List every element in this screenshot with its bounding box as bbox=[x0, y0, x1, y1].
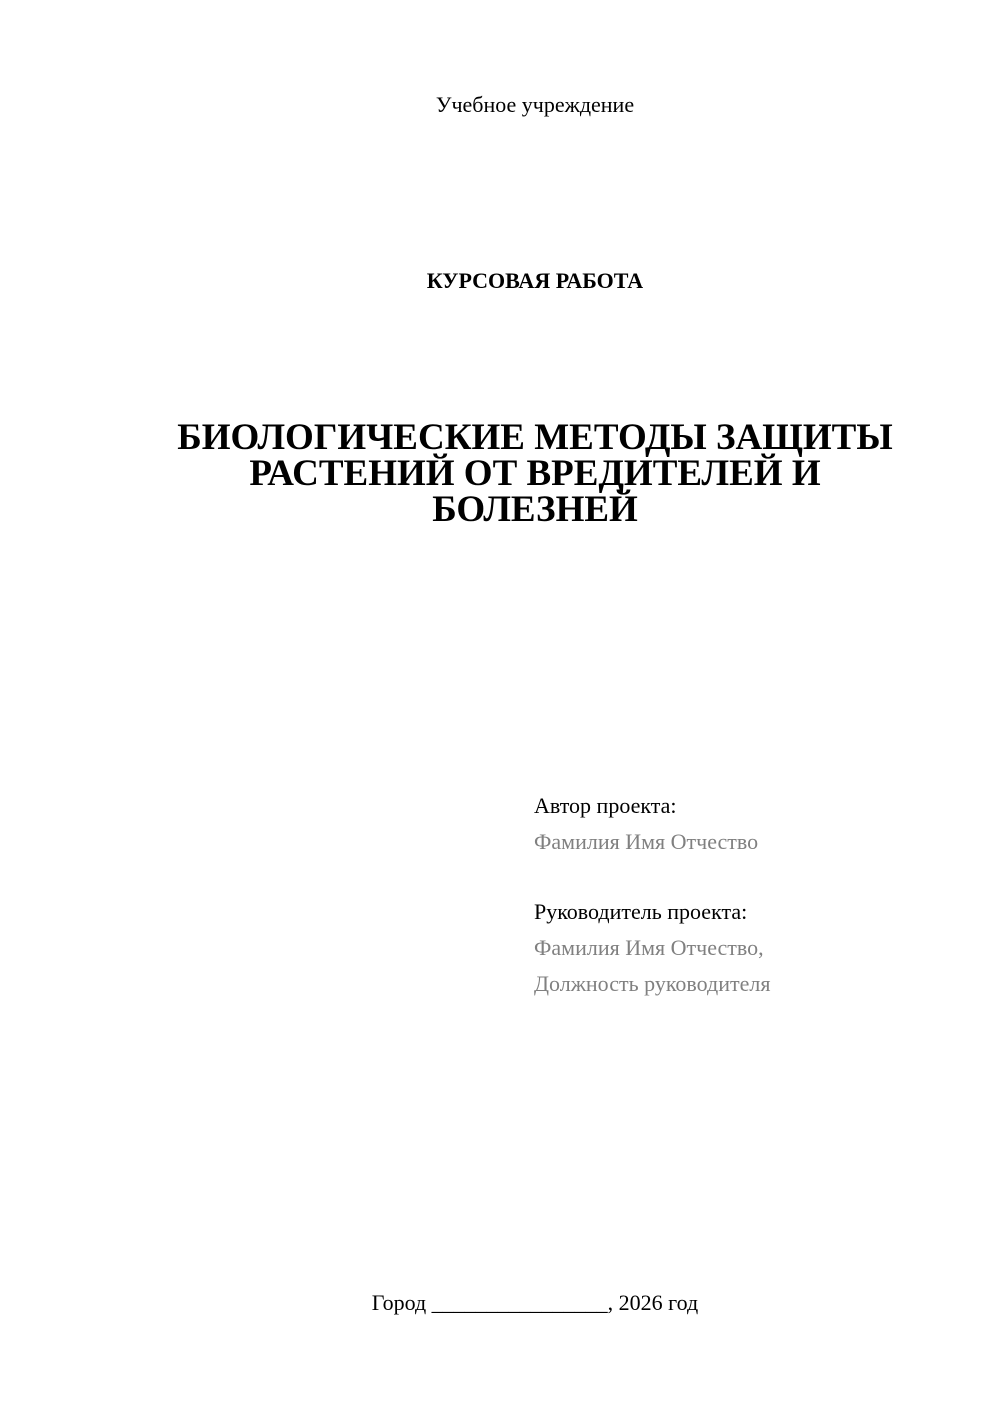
credits-spacer bbox=[534, 860, 954, 894]
footer-city-year bbox=[0, 1290, 1000, 1316]
city-blank-line: ________________ bbox=[431, 1290, 608, 1315]
title-line: БИОЛОГИЧЕСКИЕ МЕТОДЫ ЗАЩИТЫ bbox=[177, 417, 893, 458]
supervisor-position-placeholder: Должность руководителя bbox=[534, 971, 771, 996]
work-type-heading: КУРСОВАЯ РАБОТА bbox=[426, 268, 644, 293]
author-name-placeholder: Фамилия Имя Отчество bbox=[534, 829, 759, 854]
author-label: Автор проекта: bbox=[534, 793, 677, 818]
credits-block bbox=[534, 788, 954, 1002]
city-label: Город bbox=[371, 1290, 427, 1315]
supervisor-name-placeholder: Фамилия Имя Отчество, bbox=[534, 935, 764, 960]
supervisor-label: Руководитель проекта: bbox=[534, 899, 748, 924]
document-title bbox=[150, 417, 920, 530]
title-line: РАСТЕНИЙ ОТ ВРЕДИТЕЛЕЙ И bbox=[249, 453, 821, 494]
title-line: БОЛЕЗНЕЙ bbox=[432, 489, 638, 530]
year-text: , 2026 год bbox=[607, 1290, 699, 1315]
institution-name: Учебное учреждение bbox=[435, 92, 635, 117]
